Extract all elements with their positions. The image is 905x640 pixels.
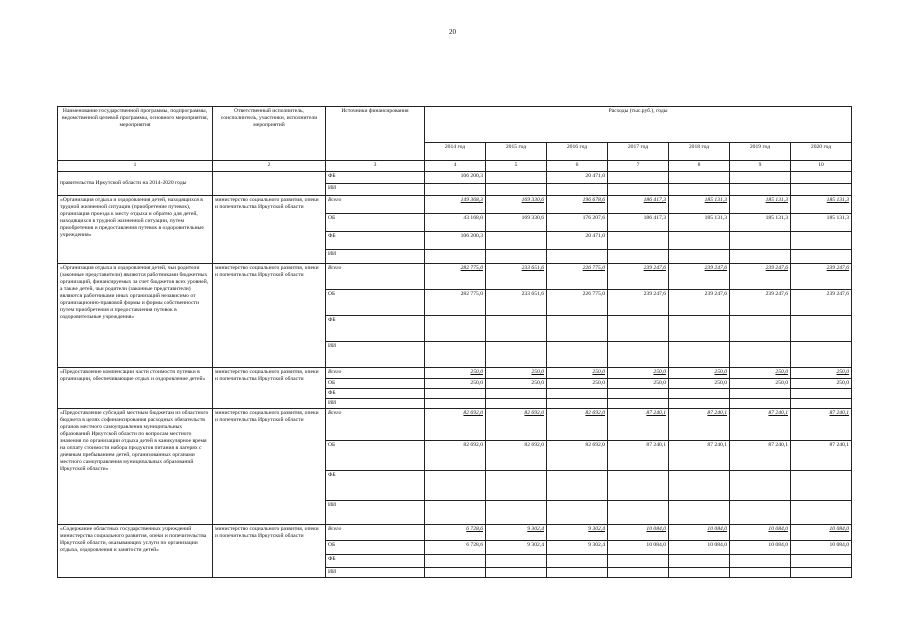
value-cell: 43 168,0 (425, 214, 486, 232)
value-cell (547, 250, 608, 264)
executor-name: министерство социального развития, опеки и попечительства Иркутской области (213, 264, 326, 368)
total-value-cell: 9 302,4 (547, 524, 608, 540)
value-cell (425, 342, 486, 368)
total-value-cell: 250,0 (669, 368, 730, 379)
value-cell (547, 554, 608, 567)
header-name: Наименование государственной программы, подпрограммы, ведомственной целевой программы, основного мероприятия, мероприятия (58, 107, 213, 161)
executor-name: министерство социального развития, опеки и попечительства Иркутской области (213, 368, 326, 409)
value-cell: 106 200,3 (425, 172, 486, 184)
value-cell (791, 316, 852, 342)
value-cell: 169 330,6 (486, 214, 547, 232)
measure-name: «Предоставление субсидий местным бюджетам из областного бюджета в целях софинансирования расходных обязательств органов местного самоуправления муниципальных образований Иркутской области по вопросам местного значения по организации отдыха детей в каникулярное время на оплату стоимости набора продуктов питания в лагерях с дневным пребыванием детей, организованных органами местного самоуправления муниципальных образований Иркутской области» (58, 408, 213, 524)
value-cell (425, 389, 486, 399)
source-label: ОБ (326, 379, 425, 389)
year-2017: 2017 год (608, 143, 669, 161)
value-cell: 20 471,0 (547, 232, 608, 250)
value-cell (730, 342, 791, 368)
executor-cell (213, 172, 326, 196)
total-value-cell: 10 084,0 (669, 524, 730, 540)
value-cell (486, 470, 547, 500)
value-cell (730, 172, 791, 184)
value-cell (669, 500, 730, 524)
value-cell (486, 184, 547, 196)
table-row (58, 172, 852, 184)
total-value-cell: 82 692,0 (486, 408, 547, 440)
value-cell: 10 084,0 (730, 540, 791, 554)
source-label: ФБ (326, 554, 425, 567)
value-cell (608, 172, 669, 184)
value-cell (608, 342, 669, 368)
value-cell (608, 389, 669, 399)
total-value-cell: 239 247,6 (608, 264, 669, 290)
source-label: ФБ (326, 470, 425, 500)
total-value-cell: 82 692,0 (425, 408, 486, 440)
value-cell (486, 232, 547, 250)
value-cell (791, 232, 852, 250)
value-cell (486, 554, 547, 567)
value-cell (791, 342, 852, 368)
total-value-cell: 6 728,6 (425, 524, 486, 540)
value-cell: 10 084,0 (669, 540, 730, 554)
value-cell (791, 500, 852, 524)
total-value-cell: 239 247,6 (791, 264, 852, 290)
col-number: 2 (213, 161, 326, 172)
value-cell (425, 316, 486, 342)
year-2016: 2016 год (547, 143, 608, 161)
executor-name: министерство социального развития, опеки и попечительства Иркутской области (213, 408, 326, 524)
header-sources: Источники финансирования (326, 107, 425, 161)
value-cell (791, 470, 852, 500)
value-cell (669, 399, 730, 409)
source-label: ФБ (326, 389, 425, 399)
year-2014: 2014 год (425, 143, 486, 161)
total-value-cell: 239 247,6 (730, 264, 791, 290)
total-value-cell: 185 131,3 (791, 196, 852, 214)
value-cell (608, 250, 669, 264)
value-cell: 233 651,6 (486, 290, 547, 316)
value-cell (669, 342, 730, 368)
value-cell (791, 250, 852, 264)
source-label: ФБ (326, 232, 425, 250)
value-cell: 10 084,0 (791, 540, 852, 554)
total-value-cell: 196 678,6 (547, 196, 608, 214)
value-cell (791, 554, 852, 567)
value-cell: 239 247,6 (791, 290, 852, 316)
value-cell (547, 399, 608, 409)
total-value-cell: 10 084,0 (791, 524, 852, 540)
value-cell: 250,0 (791, 379, 852, 389)
page-number: 20 (449, 28, 456, 36)
value-cell (730, 470, 791, 500)
col-number: 8 (669, 161, 730, 172)
value-cell: 82 692,0 (547, 440, 608, 470)
total-value-cell: 250,0 (425, 368, 486, 379)
total-value-cell: 9 302,4 (486, 524, 547, 540)
col-number: 7 (608, 161, 669, 172)
value-cell: 226 775,0 (547, 290, 608, 316)
table-body (58, 172, 852, 578)
value-cell (669, 567, 730, 577)
value-cell: 87 240,1 (608, 440, 669, 470)
col-number: 6 (547, 161, 608, 172)
value-cell (486, 342, 547, 368)
value-cell: 239 247,6 (669, 290, 730, 316)
measure-name: «Содержание областных государственных учреждений министерства социального развития, опеки и попечительства Иркутской области, оказывающих услуги по организации отдыха, оздоровления и занятости детей» (58, 524, 213, 577)
value-cell (669, 232, 730, 250)
col-number: 9 (730, 161, 791, 172)
value-cell (730, 554, 791, 567)
total-value-cell: 87 240,1 (730, 408, 791, 440)
source-label: ФБ (326, 316, 425, 342)
value-cell: 185 131,3 (730, 214, 791, 232)
col-number: 4 (425, 161, 486, 172)
total-value-cell: 149 368,3 (425, 196, 486, 214)
measure-name: «Организация отдыха и оздоровления детей, чьи родители (законные представители) являются работниками бюджетных организаций, финансируемых за счет бюджетов всех уровней, а также детей, чьи родители (законные представители) являются работниками иных организаций независимо от организационно-правовой формы и формы собственности путем приобретения и предоставления путевок в оздоровительные учреждения» (58, 264, 213, 368)
value-cell (669, 250, 730, 264)
col-number: 10 (791, 161, 852, 172)
total-value-cell: 87 240,1 (791, 408, 852, 440)
value-cell (486, 172, 547, 184)
table-row (58, 408, 852, 440)
source-label: Всего (326, 196, 425, 214)
value-cell: 82 692,0 (425, 440, 486, 470)
total-value-cell: 185 131,3 (730, 196, 791, 214)
value-cell (791, 184, 852, 196)
value-cell: 87 240,1 (669, 440, 730, 470)
executor-name: министерство социального развития, опеки и попечительства Иркутской области (213, 196, 326, 264)
value-cell (547, 184, 608, 196)
value-cell (425, 250, 486, 264)
value-cell (547, 389, 608, 399)
source-label: ОБ (326, 290, 425, 316)
total-value-cell: 169 330,6 (486, 196, 547, 214)
total-value-cell: 82 692,0 (547, 408, 608, 440)
value-cell (486, 389, 547, 399)
value-cell (669, 172, 730, 184)
year-2015: 2015 год (486, 143, 547, 161)
value-cell (425, 184, 486, 196)
value-cell: 20 471,0 (547, 172, 608, 184)
total-value-cell: 250,0 (486, 368, 547, 379)
source-label: Всего (326, 368, 425, 379)
source-label: ИИ (326, 399, 425, 409)
value-cell (608, 567, 669, 577)
total-value-cell: 10 084,0 (608, 524, 669, 540)
source-label: ИИ (326, 342, 425, 368)
value-cell (669, 470, 730, 500)
total-value-cell: 233 651,6 (486, 264, 547, 290)
value-cell (608, 500, 669, 524)
col-number: 3 (326, 161, 425, 172)
value-cell: 87 240,1 (791, 440, 852, 470)
value-cell: 250,0 (486, 379, 547, 389)
value-cell (486, 500, 547, 524)
value-cell: 106 200,3 (425, 232, 486, 250)
source-label: ИИ (326, 567, 425, 577)
value-cell (730, 389, 791, 399)
value-cell: 282 775,0 (425, 290, 486, 316)
value-cell (669, 184, 730, 196)
header-expenses: Расходы (тыс.руб.), годы (425, 107, 852, 143)
value-cell: 250,0 (425, 379, 486, 389)
value-cell: 239 247,6 (608, 290, 669, 316)
value-cell (608, 470, 669, 500)
total-value-cell: 250,0 (608, 368, 669, 379)
source-label: ОБ (326, 440, 425, 470)
value-cell (669, 554, 730, 567)
value-cell (486, 250, 547, 264)
value-cell (730, 232, 791, 250)
expenses-table (57, 106, 852, 578)
value-cell: 250,0 (730, 379, 791, 389)
measure-name: «Организация отдыха и оздоровления детей, находящихся в трудной жизненной ситуации (приобретение путевок), организация проезда к месту отдыха и обратно для детей, находящихся в трудной жизненной ситуации, путем приобретения и предоставления путевок в оздоровительные учреждения» (58, 196, 213, 264)
total-value-cell: 239 247,6 (669, 264, 730, 290)
value-cell: 87 240,1 (730, 440, 791, 470)
value-cell: 185 131,3 (669, 214, 730, 232)
source-label: ФБ (326, 172, 425, 184)
value-cell (669, 316, 730, 342)
source-label: ОБ (326, 540, 425, 554)
value-cell (547, 567, 608, 577)
value-cell (730, 399, 791, 409)
measure-name: «Предоставление компенсации части стоимости путевки в организации, обеспечивающие отдых и оздоровление детей» (58, 368, 213, 409)
total-value-cell: 185 131,3 (669, 196, 730, 214)
measure-name-continued: правительства Иркутской области на 2014-2020 годы (58, 172, 213, 196)
total-value-cell: 87 240,1 (669, 408, 730, 440)
value-cell (547, 342, 608, 368)
source-label: ИИ (326, 500, 425, 524)
value-cell (608, 554, 669, 567)
value-cell: 250,0 (608, 379, 669, 389)
value-cell (547, 316, 608, 342)
value-cell (791, 567, 852, 577)
source-label: Всего (326, 408, 425, 440)
year-2019: 2019 год (730, 143, 791, 161)
source-label: ИИ (326, 250, 425, 264)
table-row (58, 196, 852, 214)
total-value-cell: 186 417,3 (608, 196, 669, 214)
total-value-cell: 250,0 (791, 368, 852, 379)
value-cell (791, 172, 852, 184)
value-cell (730, 184, 791, 196)
value-cell (608, 399, 669, 409)
source-label: ОБ (326, 214, 425, 232)
value-cell: 176 207,6 (547, 214, 608, 232)
value-cell (730, 500, 791, 524)
value-cell (425, 399, 486, 409)
value-cell (608, 184, 669, 196)
value-cell (486, 399, 547, 409)
total-value-cell: 250,0 (547, 368, 608, 379)
total-value-cell: 282 775,0 (425, 264, 486, 290)
value-cell (486, 567, 547, 577)
value-cell (730, 316, 791, 342)
column-number-row (58, 161, 852, 172)
col-number: 1 (58, 161, 213, 172)
value-cell: 10 084,0 (608, 540, 669, 554)
total-value-cell: 250,0 (730, 368, 791, 379)
value-cell: 250,0 (669, 379, 730, 389)
value-cell: 186 417,3 (608, 214, 669, 232)
value-cell (547, 470, 608, 500)
table-row (58, 524, 852, 540)
value-cell: 82 692,0 (486, 440, 547, 470)
value-cell (669, 389, 730, 399)
year-2020: 2020 год (791, 143, 852, 161)
value-cell (425, 500, 486, 524)
source-label: Всего (326, 264, 425, 290)
header-executor: Ответственный исполнитель, соисполнитель, участники, исполнители мероприятий (213, 107, 326, 161)
source-label: ИИ (326, 184, 425, 196)
value-cell (791, 399, 852, 409)
total-value-cell: 226 775,0 (547, 264, 608, 290)
value-cell (608, 232, 669, 250)
value-cell: 9 302,4 (547, 540, 608, 554)
table-row (58, 368, 852, 379)
value-cell (547, 500, 608, 524)
value-cell (425, 554, 486, 567)
value-cell (425, 470, 486, 500)
total-value-cell: 10 084,0 (730, 524, 791, 540)
value-cell: 6 728,6 (425, 540, 486, 554)
value-cell (425, 567, 486, 577)
total-value-cell: 87 240,1 (608, 408, 669, 440)
year-2018: 2018 год (669, 143, 730, 161)
value-cell (791, 389, 852, 399)
value-cell: 9 302,4 (486, 540, 547, 554)
value-cell: 250,0 (547, 379, 608, 389)
executor-name: министерство социального развития, опеки и попечительства Иркутской области (213, 524, 326, 577)
table-row (58, 264, 852, 290)
value-cell: 239 247,6 (730, 290, 791, 316)
value-cell (730, 567, 791, 577)
value-cell (486, 316, 547, 342)
col-number: 5 (486, 161, 547, 172)
value-cell (730, 250, 791, 264)
value-cell (608, 316, 669, 342)
source-label: Всего (326, 524, 425, 540)
value-cell: 185 131,3 (791, 214, 852, 232)
